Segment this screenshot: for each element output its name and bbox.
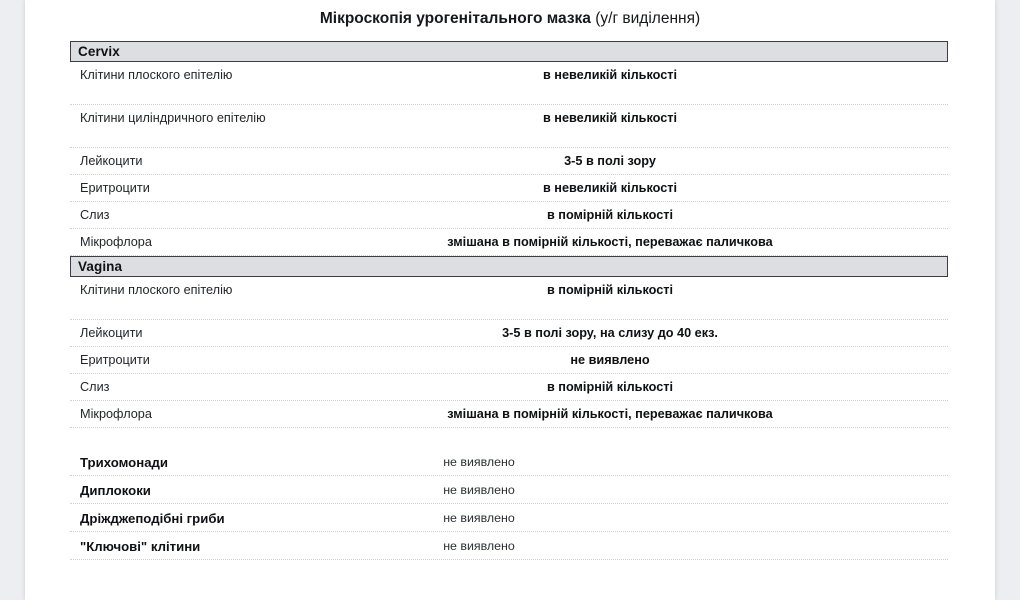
- table-row: [70, 175, 948, 202]
- row-value: не виявлено: [443, 511, 515, 525]
- row-value: не виявлено: [443, 539, 515, 553]
- table-row: [70, 229, 948, 256]
- table-row: [70, 320, 948, 347]
- row-label: Диплококи: [80, 483, 151, 498]
- row-value: змішана в помірній кількості, переважає паличкова: [447, 407, 773, 421]
- table-row: [70, 476, 948, 504]
- section-header-cervix: [70, 41, 948, 62]
- report-body: [70, 41, 948, 560]
- table-row: [70, 532, 948, 560]
- row-label: Клітини плоского епітелію: [80, 283, 233, 297]
- document-page: [25, 0, 995, 600]
- table-row: [70, 148, 948, 175]
- row-label: "Ключові" клітини: [80, 539, 201, 554]
- table-row: [70, 105, 948, 148]
- table-row: [70, 347, 948, 374]
- row-value: в невеликій кількості: [542, 111, 678, 125]
- row-label: Слиз: [80, 380, 110, 394]
- table-row: [70, 401, 948, 428]
- section-header-vagina: [70, 256, 948, 277]
- row-value: 3-5 в полі зору: [564, 154, 656, 168]
- row-label: Клітини плоского епітелію: [80, 68, 233, 82]
- table-row: [70, 202, 948, 229]
- table-row: [70, 62, 948, 105]
- row-label: Лейкоцити: [80, 326, 143, 340]
- table-row: [70, 277, 948, 320]
- row-value: не виявлено: [570, 353, 650, 367]
- page-title-main: Мікроскопія урогенітального мазка: [319, 10, 591, 27]
- row-label: Трихомонади: [80, 455, 169, 470]
- section-header-label: Cervix: [78, 44, 120, 59]
- row-value: в невеликій кількості: [542, 181, 678, 195]
- row-value: в невеликій кількості: [542, 68, 678, 82]
- row-label: Дріжджеподібні гриби: [80, 511, 225, 526]
- section-header-label: Vagina: [78, 259, 123, 274]
- page-title: [25, 9, 995, 29]
- row-label: Мікрофлора: [80, 407, 152, 421]
- row-label: Клітини циліндричного епітелію: [80, 111, 266, 125]
- row-label: Мікрофлора: [80, 235, 152, 249]
- row-label: Слиз: [80, 208, 110, 222]
- row-value: змішана в помірній кількості, переважає паличкова: [447, 235, 773, 249]
- row-value: не виявлено: [443, 455, 515, 469]
- row-value: не виявлено: [443, 483, 515, 497]
- table-row: [70, 374, 948, 401]
- table-row: [70, 504, 948, 532]
- section-extra-findings: [70, 448, 948, 560]
- section-vagina: [70, 256, 948, 428]
- row-value: 3-5 в полі зору, на слизу до 40 екз.: [502, 326, 718, 340]
- section-cervix: [70, 41, 948, 256]
- row-value: в помірній кількості: [546, 380, 674, 394]
- table-row: [70, 448, 948, 476]
- row-label: Лейкоцити: [80, 154, 143, 168]
- row-label: Еритроцити: [80, 353, 150, 367]
- page-title-subtitle: (у/г виділення): [595, 10, 701, 27]
- row-value: в помірній кількості: [546, 283, 674, 297]
- row-label: Еритроцити: [80, 181, 150, 195]
- row-value: в помірній кількості: [546, 208, 674, 222]
